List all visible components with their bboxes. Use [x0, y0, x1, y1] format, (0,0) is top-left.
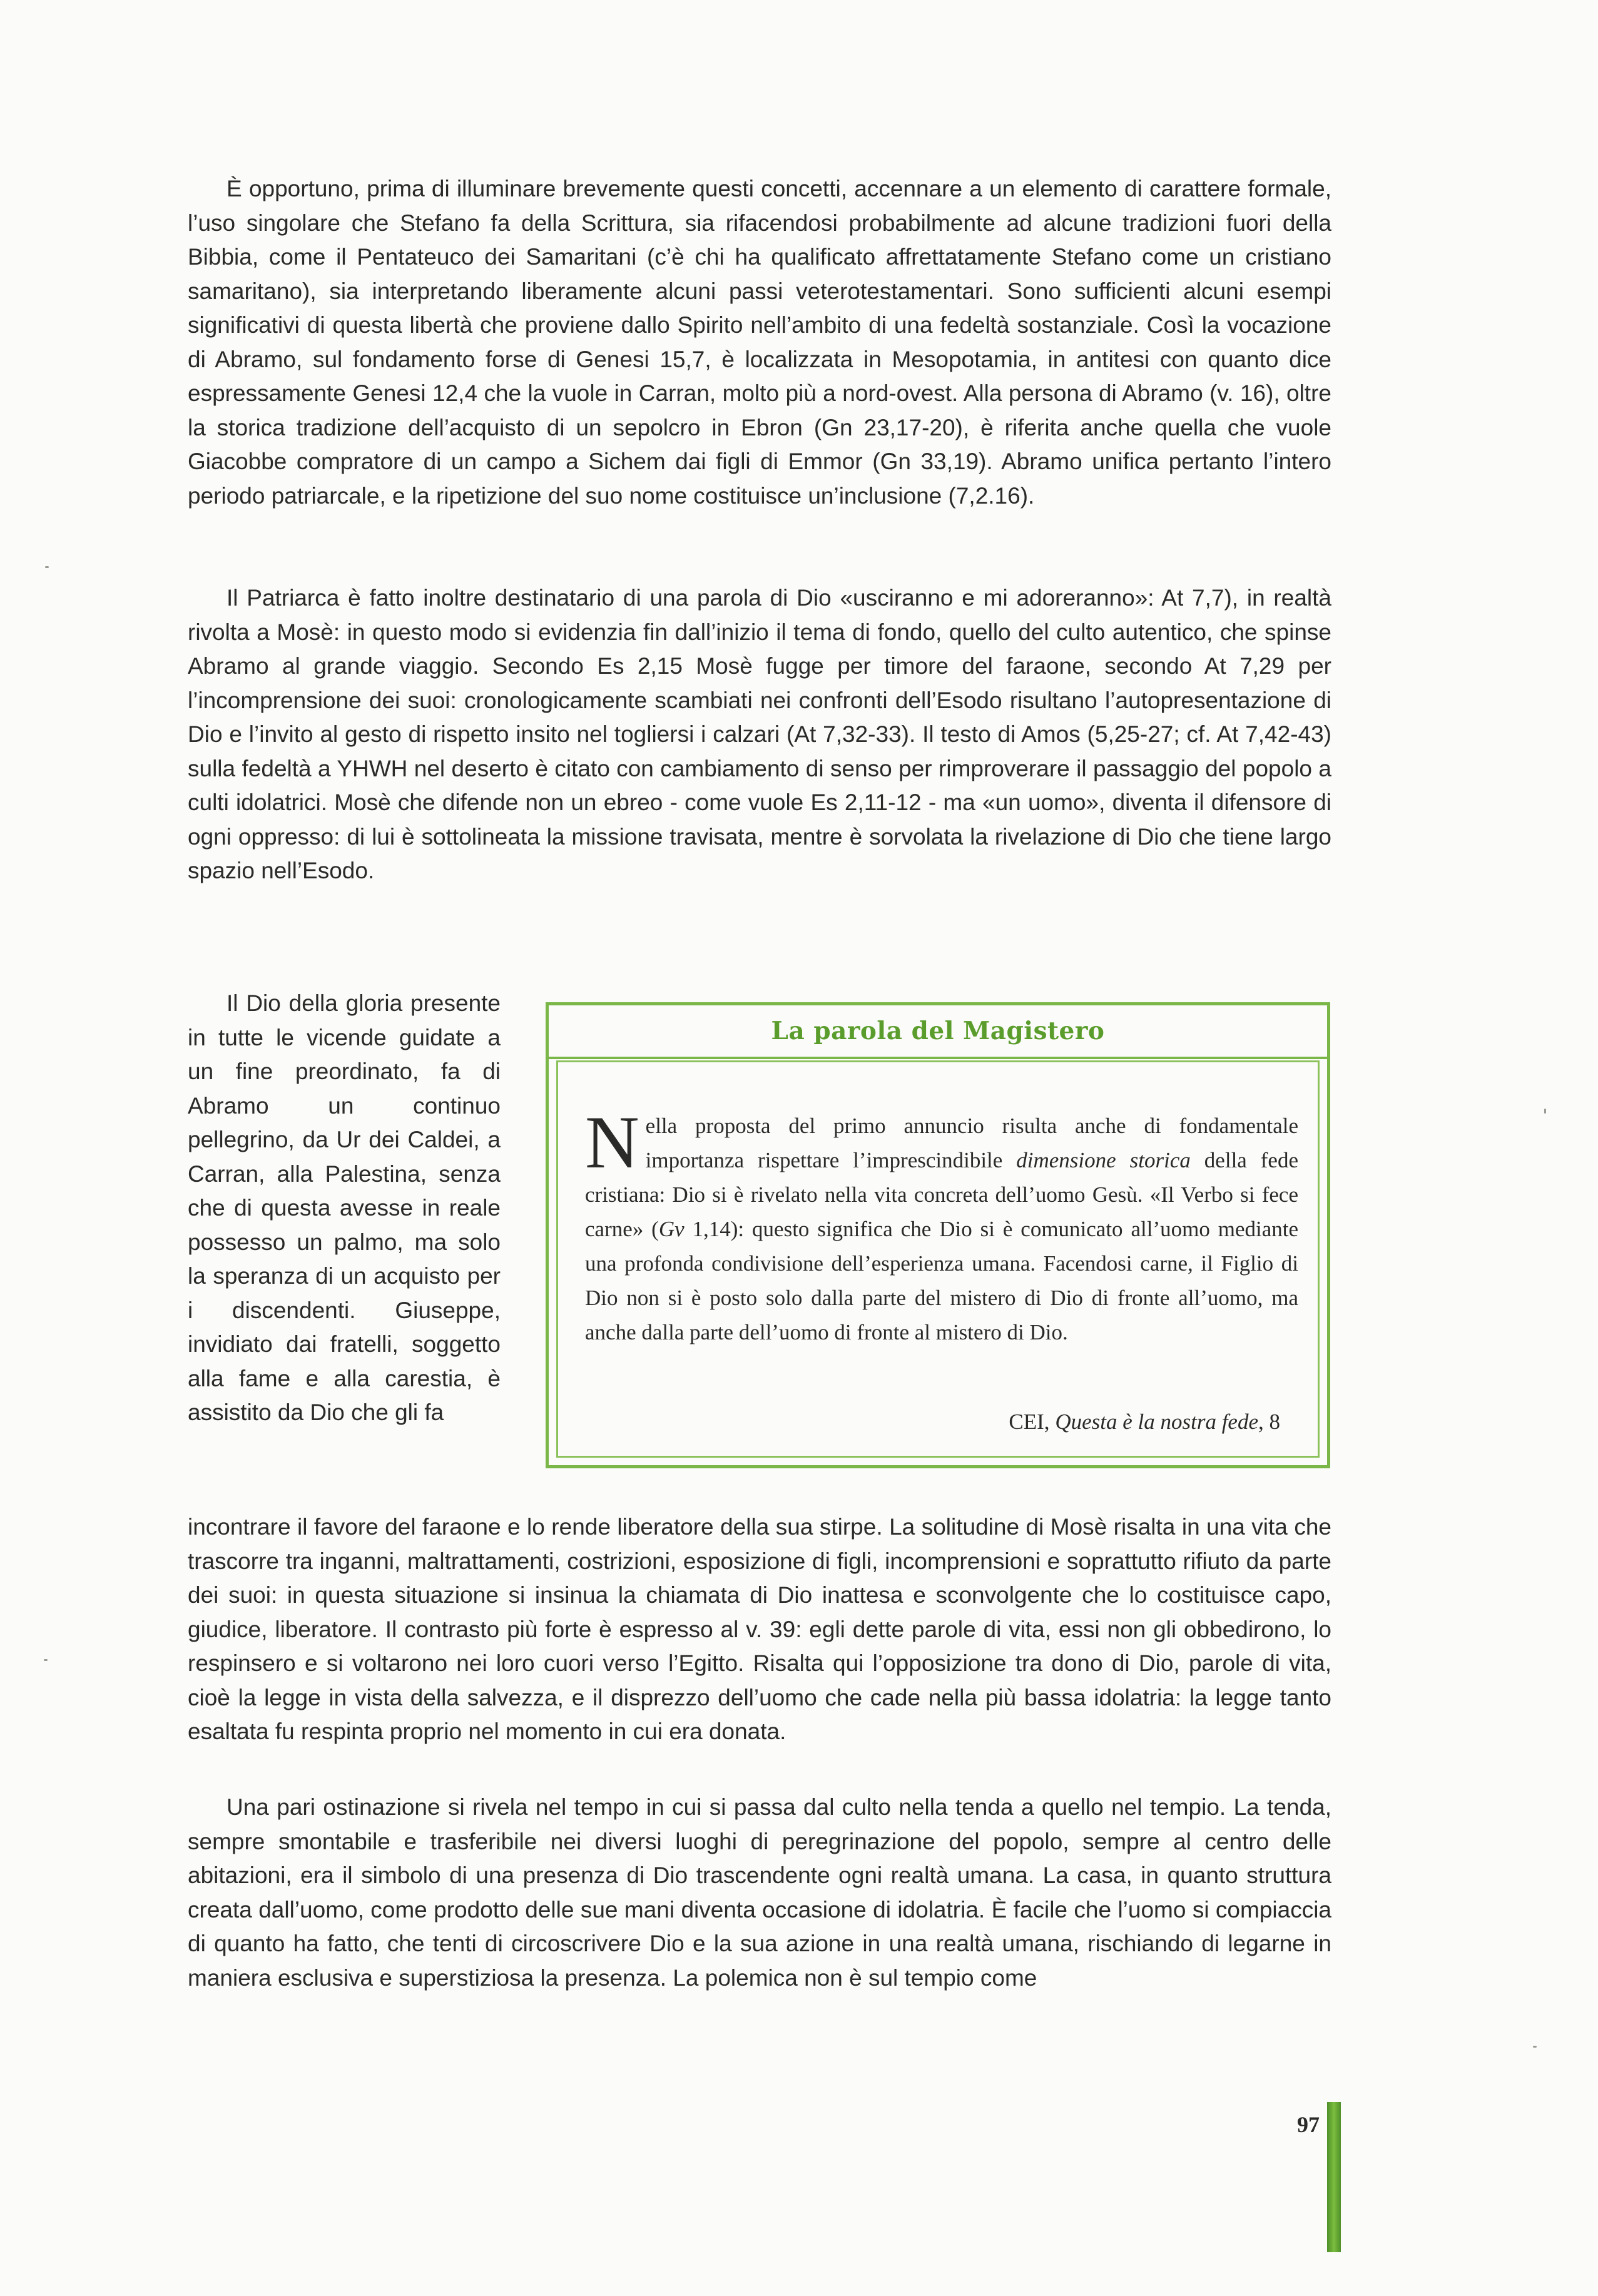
magistero-box-body: [585, 1100, 1298, 1349]
magistero-box-title: La parola del Magistero: [771, 1017, 1105, 1045]
scan-speck: [1533, 2046, 1537, 2048]
scan-speck: [1544, 1109, 1546, 1114]
citation-page: , 8: [1258, 1410, 1280, 1434]
magistero-box: [546, 1002, 1330, 1468]
paragraph-2: Il Patriarca è fatto inoltre destinatario di una parola di Dio «usciranno e mi adoreranno»: At 7,7), in realtà rivolta a Mosè: in questo modo si evidenzia fin dall’inizio il tema di fondo, quello del culto autentico, che spinse Abramo al grande viaggio. Secondo Es 2,15 Mosè fugge per timore del faraone, secondo At 7,29 per l’incomprensione dei suoi: cronologicamente scambiati nei confronti dell’Esodo risultano l’autopresentazione di Dio e l’invito al gesto di rispetto insito nel togliersi i calzari (At 7,32-33). Il testo di Amos (5,25-27; cf. At 7,42-43) sulla fedeltà a YHWH nel deserto è citato con cambiamento di senso per rimproverare il passaggio del popolo a culti idolatrici. Mosè che difende non un ebreo - come vuole Es 2,11-12 - ma «un uomo», diventa il difensore di ogni oppresso: di lui è sottolineata la missione travisata, mentre è sorvolata la rivelazione di Dio che tiene largo spazio nell’Esodo.: [188, 585, 1331, 883]
paragraph-continuation: incontrare il favore del faraone e lo rende liberatore della sua stirpe. La solitudine di Mosè risalta in una vita che trascorre tra inganni, maltrattamenti, costrizioni, esposizione di figli, incomprensioni e soprattutto rifiuto da parte dei suoi: in questa situazione si insinua la chiamata di Dio inattesa e sconvolgente che lo costituisce capo, giudice, liberatore. Il contrasto più forte è espresso al v. 39: egli dette parole di vita, essi non gli obbedirono, lo respinsero e si voltarono nei loro cuori verso l’Egitto. Risalta qui l’opposizione tra dono di Dio, parole di vita, cioè la legge in vista della salvezza, e il disprezzo dell’uomo che cade nella più bassa idolatria: la legge tanto esaltata fu respinta proprio nel momento in cui era donata.: [188, 1514, 1331, 1744]
box-text-3: 1,14): questo significa che Dio si è comunicato all’uomo mediante una profonda condivisione dell’esperienza umana. Facendosi carne, il Figlio di Dio non si è posto solo dalla parte del mistero di Dio di fronte all’uomo, ma anche dalla parte dell’uomo di fronte al mistero di Dio.: [585, 1217, 1298, 1344]
box-text-1: ella proposta del primo annuncio risulta anche di fondamentale importanza rispettare l’imprescindibile: [645, 1114, 1298, 1172]
box-text-italic-1: dimensione storica: [1016, 1148, 1191, 1172]
citation-author: CEI,: [1009, 1410, 1056, 1434]
green-margin-bar: [1327, 2102, 1341, 2252]
paragraph-last: Una pari ostinazione si rivela nel tempo in cui si passa dal culto nella tenda a quello nel tempio. La tenda, sempre smontabile e trasferibile nei diversi luoghi di peregrinazione del popolo, sempre al centro delle abitazioni, era il simbolo di una presenza di Dio trascendente ogni realtà umana. La casa, in quanto struttura creata dall’uomo, come prodotto delle sue mani diventa occasione di idolatria. È facile che l’uomo si compiaccia di quanto ha fatto, che tenti di circoscrivere Dio e la sua azione in una realtà umana, rischiando di legarne in maniera esclusiva e superstiziosa la presenza. La polemica non è sul tempio come: [188, 1794, 1331, 1991]
page-number: 97: [1297, 2112, 1320, 2137]
drop-cap: N: [585, 1100, 639, 1184]
paragraph-1: È opportuno, prima di illuminare brevemente questi concetti, accennare a un elemento di carattere formale, l’uso singolare che Stefano fa della Scrittura, sia rifacendosi probabilmente ad alcune tradizioni fuori della Bibbia, come il Pentateuco dei Samaritani (c’è chi ha qualificato affrettatamente Stefano come un cristiano samaritano), sia interpretando liberamente alcuni passi veterotestamentari. Sono sufficienti alcuni esempi significativi di questa libertà che proviene dallo Spirito nell’ambito di una fedeltà sostanziale. Così la vocazione di Abramo, sul fondamento forse di Genesi 15,7, è localizzata in Mesopotamia, in antitesi con quanto dice espressamente Genesi 12,4 che la vuole in Carran, molto più a nord-ovest. Alla persona di Abramo (v. 16), oltre la storica tradizione dell’acquisto di un sepolcro in Ebron (Gn 23,17-20), è riferita anche quella che vuole Giacobbe compratore di un campo a Sichem dai figli di Emmor (Gn 33,19). Abramo unifica pertanto l’intero periodo patriarcale, e la ripetizione del suo nome costituisce un’inclusione (7,2.16).: [188, 176, 1331, 509]
citation-title: Questa è la nostra fede: [1055, 1410, 1258, 1434]
magistero-citation: [1009, 1405, 1280, 1439]
paragraph-side: Il Dio della gloria presente in tutte le vicende guidate a un fine preordinato, fa di Abramo un continuo pellegrino, da Ur dei Caldei, a Carran, alla Palestina, senza che di questa avesse in reale possesso un palmo, ma solo la speranza di un acquisto per i discendenti. Giuseppe, invidiato dai fratelli, soggetto alla fame e alla carestia, è assistito da Dio che gli fa: [188, 990, 501, 1425]
magistero-box-header: [549, 1005, 1327, 1059]
box-text-2: della fede cristiana: Dio si è rivelato nella vita concreta dell’uomo Gesù. «Il Verbo si fece carne» (: [585, 1148, 1298, 1241]
box-text-italic-2: Gv: [658, 1217, 684, 1241]
scan-speck: [44, 1659, 48, 1661]
scan-speck: [45, 566, 49, 568]
